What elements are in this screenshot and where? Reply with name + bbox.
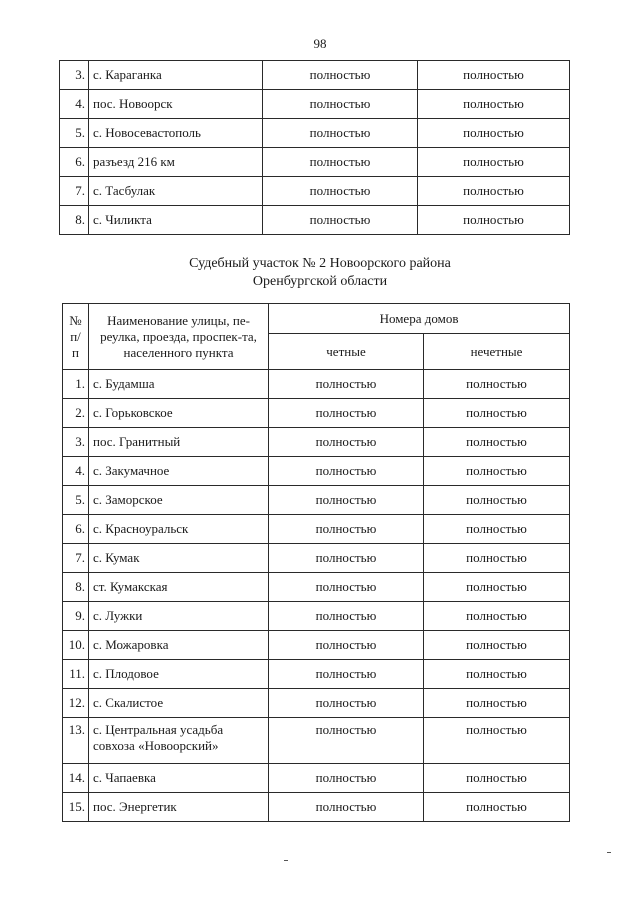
settlement-name: с. Центральная усадьба совхоза «Новоорский» [89, 718, 269, 764]
table-row [63, 689, 570, 718]
even-houses: полностью [269, 689, 424, 718]
section-title-line-1: Судебный участок № 2 Новоорского района [189, 256, 451, 271]
odd-houses: полностью [424, 573, 570, 602]
row-number: 7. [60, 177, 89, 206]
table-main [62, 303, 570, 822]
scan-speck [607, 852, 611, 853]
row-number: 5. [63, 486, 89, 515]
odd-houses: полностью [424, 631, 570, 660]
table-top [59, 60, 570, 235]
even-houses: полностью [269, 457, 424, 486]
odd-houses: полностью [418, 119, 570, 148]
row-number: 3. [63, 428, 89, 457]
table-row [63, 399, 570, 428]
table-row [60, 148, 570, 177]
odd-houses: полностью [424, 370, 570, 399]
settlement-name: пос. Гранитный [89, 428, 269, 457]
even-houses: полностью [269, 544, 424, 573]
even-houses: полностью [269, 399, 424, 428]
scan-speck [284, 860, 288, 861]
even-houses: полностью [263, 206, 418, 235]
row-number: 10. [63, 631, 89, 660]
table-row [63, 793, 570, 822]
settlement-name: с. Чапаевка [89, 764, 269, 793]
odd-houses: полностью [418, 90, 570, 119]
even-houses: полностью [269, 718, 424, 764]
row-number: 9. [63, 602, 89, 631]
row-number: 12. [63, 689, 89, 718]
page-number: 98 [313, 36, 327, 51]
row-number: 8. [60, 206, 89, 235]
even-houses: полностью [263, 119, 418, 148]
even-houses: полностью [269, 573, 424, 602]
header-row [63, 304, 570, 334]
row-number: 7. [63, 544, 89, 573]
settlement-name: с. Караганка [89, 61, 263, 90]
row-number: 15. [63, 793, 89, 822]
settlement-name: разъезд 216 км [89, 148, 263, 177]
table-row [63, 428, 570, 457]
table-row [63, 602, 570, 631]
table-row [63, 573, 570, 602]
section-title [0, 255, 640, 291]
settlement-name: пос. Энергетик [89, 793, 269, 822]
row-number: 1. [63, 370, 89, 399]
row-number: 8. [63, 573, 89, 602]
table-row [63, 544, 570, 573]
even-houses: полностью [269, 515, 424, 544]
odd-houses: полностью [418, 148, 570, 177]
header-even: четные [269, 334, 424, 370]
even-houses: полностью [269, 370, 424, 399]
header-number [63, 304, 89, 370]
odd-houses: полностью [424, 544, 570, 573]
header-number-line-1: № [69, 312, 82, 328]
header-odd: нечетные [424, 334, 570, 370]
settlement-name: с. Заморское [89, 486, 269, 515]
row-number: 3. [60, 61, 89, 90]
settlement-name: ст. Кумакская [89, 573, 269, 602]
section-title-line-2: Оренбургской области [252, 274, 388, 289]
settlement-name: с. Лужки [89, 602, 269, 631]
odd-houses: полностью [424, 660, 570, 689]
odd-houses: полностью [424, 764, 570, 793]
settlement-name: с. Будамша [89, 370, 269, 399]
table-row [60, 119, 570, 148]
table-row [60, 61, 570, 90]
even-houses: полностью [263, 90, 418, 119]
row-number: 6. [63, 515, 89, 544]
odd-houses: полностью [424, 602, 570, 631]
row-number: 4. [60, 90, 89, 119]
even-houses: полностью [269, 486, 424, 515]
settlement-name: с. Закумачное [89, 457, 269, 486]
odd-houses: полностью [418, 177, 570, 206]
table-row [63, 764, 570, 793]
table-row [60, 206, 570, 235]
even-houses: полностью [269, 793, 424, 822]
settlement-name: пос. Новоорск [89, 90, 263, 119]
odd-houses: полностью [424, 486, 570, 515]
even-houses: полностью [269, 631, 424, 660]
table-row [63, 486, 570, 515]
row-number: 6. [60, 148, 89, 177]
settlement-name: с. Кумак [89, 544, 269, 573]
odd-houses: полностью [424, 399, 570, 428]
table-row [63, 370, 570, 399]
table-row [63, 457, 570, 486]
odd-houses: полностью [424, 515, 570, 544]
settlement-name: с. Тасбулак [89, 177, 263, 206]
settlement-name: с. Красноуральск [89, 515, 269, 544]
even-houses: полностью [269, 602, 424, 631]
row-number: 11. [63, 660, 89, 689]
odd-houses: полностью [424, 718, 570, 764]
row-number: 2. [63, 399, 89, 428]
row-number: 14. [63, 764, 89, 793]
settlement-name: с. Плодовое [89, 660, 269, 689]
odd-houses: полностью [424, 793, 570, 822]
even-houses: полностью [269, 660, 424, 689]
odd-houses: полностью [424, 428, 570, 457]
even-houses: полностью [263, 61, 418, 90]
settlement-name: с. Скалистое [89, 689, 269, 718]
settlement-name: с. Чиликта [89, 206, 263, 235]
table-row [60, 90, 570, 119]
odd-houses: полностью [418, 206, 570, 235]
odd-houses: полностью [418, 61, 570, 90]
settlement-name: с. Можаровка [89, 631, 269, 660]
even-houses: полностью [263, 177, 418, 206]
header-number-line-2: п/п [70, 328, 81, 360]
even-houses: полностью [269, 764, 424, 793]
table-row [63, 660, 570, 689]
odd-houses: полностью [424, 457, 570, 486]
table-row [63, 631, 570, 660]
row-number: 13. [63, 718, 89, 764]
settlement-name: с. Новосевастополь [89, 119, 263, 148]
table-row [63, 515, 570, 544]
table-row [60, 177, 570, 206]
row-number: 4. [63, 457, 89, 486]
even-houses: полностью [269, 428, 424, 457]
row-number: 5. [60, 119, 89, 148]
settlement-name: с. Горьковское [89, 399, 269, 428]
even-houses: полностью [263, 148, 418, 177]
header-house-numbers: Номера домов [269, 304, 570, 334]
odd-houses: полностью [424, 689, 570, 718]
table-row [63, 718, 570, 764]
header-name: Наименование улицы, пе-реулка, проезда, проспек-та, населенного пункта [89, 304, 269, 370]
